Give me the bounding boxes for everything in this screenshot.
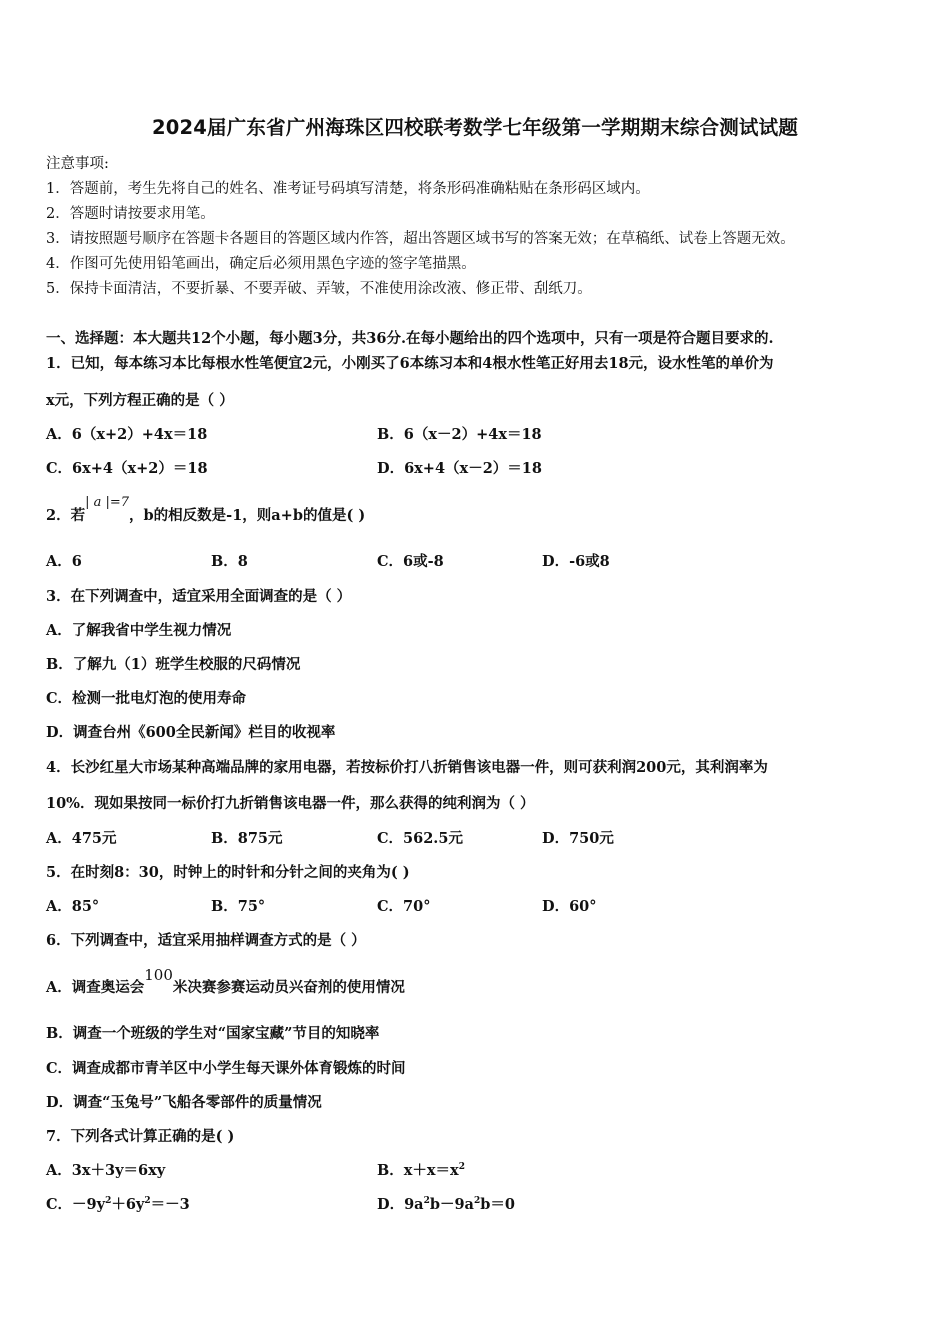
notice-item: 1．答题前，考生先将自己的姓名、准考证号码填写清楚，将条形码准确粘贴在条形码区域内。 [46,181,650,197]
question-1-option-d: D．6x+4（x－2）＝18 [377,460,542,477]
question-6-option-b: B．调查一个班级的学生对“国家宝藏”节目的知晓率 [46,1025,380,1042]
question-6-option-a-math: 100 [144,966,173,984]
question-7-option-c-sup1: 2 [105,1196,112,1207]
question-2-math: | a |=7 [85,495,130,510]
question-6-option-a-prefix: A．调查奥运会 [46,979,145,996]
question-7-option-d-sup2: 2 [473,1196,481,1207]
question-7-option-c-part1: C．－9y [46,1196,106,1213]
question-5-option-b: B．75° [211,898,266,915]
question-4-option-b: B．875元 [211,830,283,847]
question-3-option-a: A．了解我省中学生视力情况 [46,622,232,639]
notice-item: 4．作图可先使用铅笔画出，确定后必须用黑色字迹的签字笔描黑。 [46,256,476,272]
question-7-option-d-part1: D．9a [377,1196,424,1213]
question-5-stem: 5．在时刻8：30，时钟上的时针和分针之间的夹角为( ) [46,864,410,881]
section-heading: 一、选择题：本大题共12个小题，每小题3分，共36分.在每小题给出的四个选项中，只有一项是符合题目要求的. [46,330,774,347]
question-7-option-c-part2: ＋6y [111,1196,145,1213]
question-7-option-c-part3: ＝－3 [150,1196,190,1213]
question-7-option-d [377,1193,515,1214]
question-7-option-b-sup: 2 [458,1162,465,1173]
question-1-stem: 1．已知，每本练习本比每根水性笔便宜2元，小刚买了6本练习本和4根水性笔正好用去18元，设水性笔的单价为 [46,355,774,372]
question-7-stem: 7．下列各式计算正确的是( ) [46,1128,235,1145]
question-3-stem: 3．在下列调查中，适宜采用全面调查的是（ ） [46,588,352,605]
question-4-option-c: C．562.5元 [377,830,463,847]
question-7-option-d-sup1: 2 [423,1196,430,1207]
question-2-option-a: A．6 [46,553,82,570]
question-1-option-a: A．6（x+2）+4x＝18 [46,426,208,443]
question-3-option-b: B．了解九（1）班学生校服的尺码情况 [46,656,301,673]
question-7-option-c-sup2: 2 [144,1196,151,1207]
notice-item: 5．保持卡面清洁，不要折暴、不要弄破、弄皱，不准使用涂改液、修正带、刮纸刀。 [46,281,592,297]
notice-heading: 注意事项: [46,156,109,172]
page-title: 2024届广东省广州海珠区四校联考数学七年级第一学期期末综合测试试题 [151,116,799,139]
question-4-stem: 4．长沙红星大市场某种高端品牌的家用电器，若按标价打八折销售该电器一件，则可获利润200元，其利润率为 [46,759,768,776]
question-2-option-b: B．8 [211,553,248,570]
question-5-option-a: A．85° [46,898,100,915]
notice-item: 3．请按照题号顺序在答题卡各题目的答题区域内作答，超出答题区域书写的答案无效；在草稿纸、试卷上答题无效。 [46,231,795,247]
question-7-option-a: A．3x＋3y＝6xy [46,1162,166,1179]
question-1-stem-cont: x元，下列方程正确的是（ ） [46,392,234,409]
question-4-option-d: D．750元 [542,830,614,847]
question-2-prefix: 2．若 [46,507,86,524]
question-3-option-d: D．调查台州《600全民新闻》栏目的收视率 [46,724,336,741]
question-1-option-c: C．6x+4（x+2）＝18 [46,460,208,477]
question-6-option-a [46,966,405,997]
notice-item: 2．答题时请按要求用笔。 [46,206,215,222]
question-6-option-a-suffix: 米决赛参赛运动员兴奋剂的使用情况 [172,979,405,996]
question-3-option-c: C．检测一批电灯泡的使用寿命 [46,690,247,707]
question-5-option-c: C．70° [377,898,431,915]
question-2-option-d: D．-6或8 [542,553,610,570]
question-7-option-d-part2: b－9a [429,1196,474,1213]
question-5-option-d: D．60° [542,898,597,915]
question-7-option-b-text: B．x＋x＝x [377,1162,459,1179]
question-1-option-b: B．6（x－2）+4x＝18 [377,426,542,443]
question-6-option-c: C．调查成都市青羊区中小学生每天课外体育锻炼的时间 [46,1060,406,1077]
question-6-option-d: D．调查“玉兔号”飞船各零部件的质量情况 [46,1094,322,1111]
question-2-suffix: ，b的相反数是-1，则a+b的值是( ) [129,507,366,524]
question-2-stem [46,495,366,525]
question-7-option-c [46,1193,190,1214]
question-7-option-b [377,1159,465,1180]
question-2-option-c: C．6或-8 [377,553,444,570]
question-4-stem-cont: 10%．现如果按同一标价打九折销售该电器一件，那么获得的纯利润为（ ） [46,795,535,812]
question-6-stem: 6．下列调查中，适宜采用抽样调查方式的是（ ） [46,932,366,949]
question-7-option-d-part3: b＝0 [480,1196,515,1213]
question-4-option-a: A．475元 [46,830,117,847]
